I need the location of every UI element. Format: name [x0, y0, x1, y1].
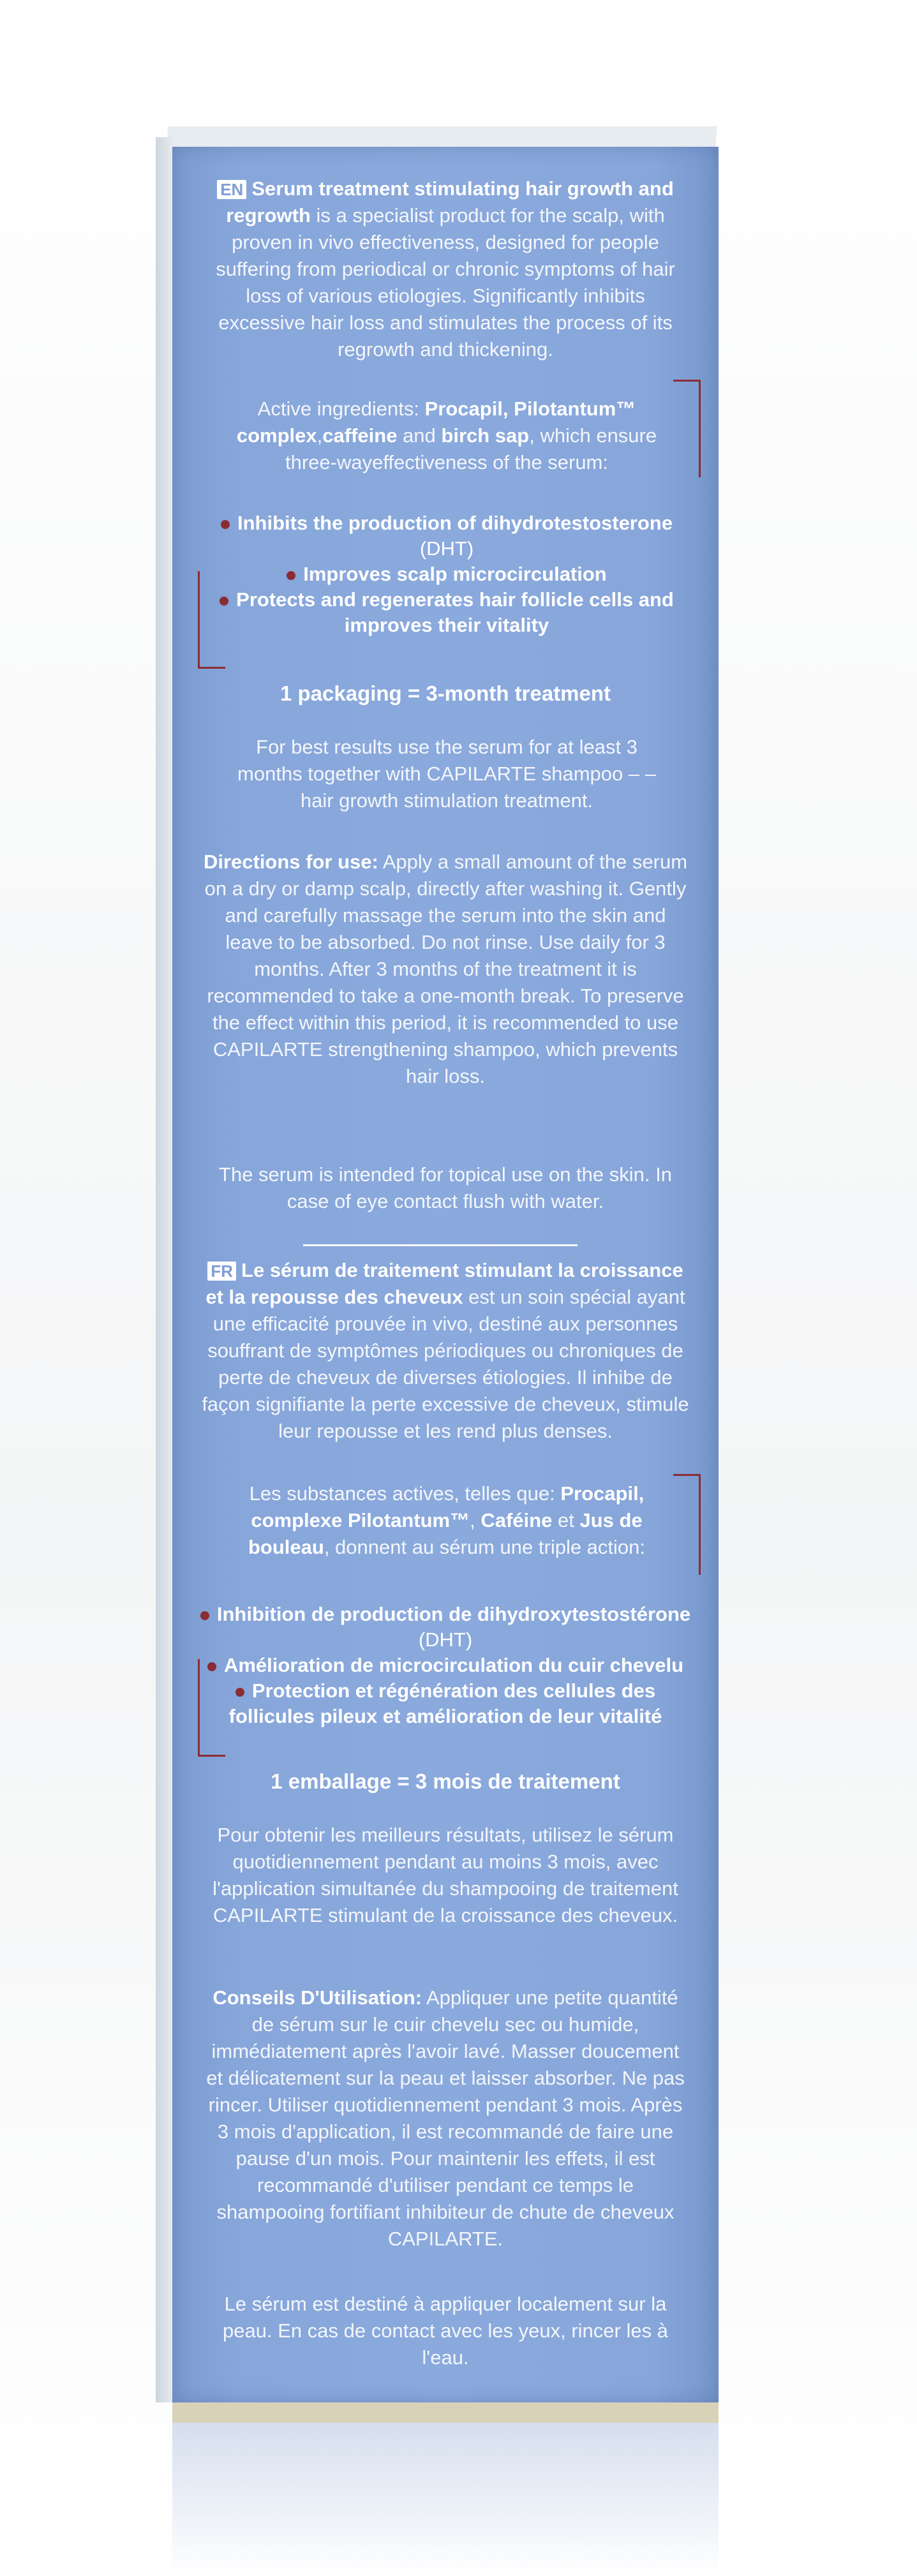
product-box-panel	[172, 147, 719, 2402]
fr-active-sep: ,	[470, 1509, 481, 1531]
en-best-results	[227, 734, 667, 814]
en-intro-title: Serum treatment stimulating hair growth and regrowth	[226, 177, 674, 227]
en-directions-text: Apply a small amount of the serum on a dry or damp scalp, directly after washing it. Gently and carefully massage the serum into the skin and leave to be absorbed. Do not rinse. Use daily for 3 months. After 3 months of the treatment it is recommended to take a one-month break. To preserve the effect within this period, it is recommended to use CAPILARTE strengthening shampoo, which prevents hair loss.	[204, 851, 688, 1087]
fr-best-results-text: Pour obtenir les meilleurs résultats, utilisez le sérum quotidiennement pendant au moins 3 mois, avec l'application simultanée du shampooing de traitement CAPILARTE stimulant de la croissance des cheveux.	[212, 1824, 678, 1926]
bullet-dot-icon	[235, 1688, 244, 1697]
fr-active-caffeine: Caféine	[481, 1509, 553, 1531]
fr-active-and: et	[552, 1509, 580, 1531]
fr-bullet-list	[198, 1602, 693, 1729]
en-active-ingredients	[223, 396, 670, 476]
en-packaging	[201, 680, 690, 708]
en-intro-text: is a specialist product for the scalp, with proven in vivo effectiveness, designed for people suffering from periodical or chronic symptoms of hair loss of various etiologies. Significantly inhibits excessive hair loss and stimulates the process of its regrowth and thickening.	[216, 204, 675, 361]
fr-bullet-1	[198, 1602, 693, 1653]
en-bullet-list	[211, 510, 683, 638]
en-bracket-top	[673, 380, 701, 477]
en-intro	[201, 175, 690, 363]
bullet-dot-icon	[200, 1611, 209, 1620]
fr-active-ingredients	[223, 1480, 670, 1561]
en-active-rest: , which ensure three-wayeffectiveness of the serum:	[285, 424, 657, 473]
bullet-dot-icon	[221, 520, 230, 529]
fr-active-procapil: Procapil, complexe Pilotantum™	[251, 1482, 645, 1531]
fr-bullet-1-suffix: (DHT)	[418, 1628, 473, 1651]
en-bullet-1	[211, 510, 683, 562]
fr-active-rest: , donnent au sérum une triple action:	[324, 1536, 646, 1558]
fr-directions-text: Appliquer une petite quantité de sérum sur le cuir chevelu sec ou humide, immédiatement après l'avoir lavé. Masser doucement et délicatement sur la peau et laisser absorber. Ne pas rincer. Utiliser quotidiennement pendant 3 mois. Après 3 mois d'application, il est recommandé de faire une pause d'un mois. Pour maintenir les effets, il est recommandé d'utiliser pendant ce temps le shampooing fortifiant inhibiteur de chute de cheveux CAPILARTE.	[206, 1986, 685, 2250]
fr-bullet-1-text: Inhibition de production de dihydroxytestostérone	[216, 1603, 691, 1625]
fr-bracket-top	[673, 1474, 701, 1575]
fr-bullet-3-text: Protection et régénération des cellules des follicules pileux et amélioration de leur vitalité	[228, 1679, 662, 1727]
surface-reflection	[172, 2423, 719, 2576]
fr-topical-text: Le sérum est destiné à appliquer localement sur la peau. En cas de contact avec les yeux, rincer les à l'eau.	[223, 2293, 668, 2369]
en-bullet-3	[211, 587, 683, 638]
fr-bullet-3	[198, 1678, 693, 1729]
box-bottom-edge	[172, 2402, 719, 2423]
fr-bracket-bottom	[198, 1659, 225, 1757]
fr-active-birch: Jus de bouleau	[248, 1509, 643, 1558]
en-bullet-2	[211, 562, 683, 587]
fr-active-lead: Les substances actives, telles que:	[249, 1482, 561, 1505]
fr-packaging	[201, 1768, 690, 1796]
en-best-results-text: For best results use the serum for at least 3 months together with CAPILARTE shampoo – – hair growth stimulation treatment.	[237, 736, 656, 812]
en-active-lead: Active ingredients:	[257, 398, 425, 420]
en-topical-text: The serum is intended for topical use on the skin. In case of eye contact flush with water.	[219, 1163, 672, 1212]
fr-bullet-2-text: Amélioration de microcirculation du cuir chevelu	[223, 1654, 684, 1676]
en-topical	[211, 1161, 680, 1215]
en-active-and: and	[397, 424, 442, 447]
en-bullet-1-text: Inhibits the production of dihydrotestosterone	[237, 512, 673, 534]
en-directions	[201, 849, 690, 1090]
bullet-dot-icon	[287, 571, 295, 580]
fr-topical	[201, 2291, 690, 2371]
fr-intro	[201, 1257, 690, 1445]
language-divider	[303, 1244, 578, 1246]
en-directions-label: Directions for use:	[203, 851, 378, 873]
fr-directions	[201, 1984, 690, 2252]
fr-intro-text: est un soin spécial ayant une efficacité prouvée in vivo, destiné aux personnes souffrant de symptômes périodiques ou chroniques de perte de cheveux de diverses étiologies. Il inhibe de façon signifiante la perte excessive de cheveux, stimule leur repousse et les rend plus denses.	[202, 1286, 689, 1442]
fr-directions-label: Conseils D'Utilisation:	[212, 1986, 422, 2009]
en-lang-tag: EN	[217, 180, 246, 199]
fr-lang-tag: FR	[207, 1262, 236, 1281]
fr-intro-title: Le sérum de traitement stimulant la croissance et la repousse des cheveux	[205, 1259, 683, 1308]
en-active-procapil: Procapil, Pilotantum™ complex	[236, 398, 636, 447]
en-active-sep: ,	[317, 424, 323, 447]
en-packaging-text: 1 packaging = 3-month treatment	[280, 681, 611, 705]
fr-best-results	[211, 1822, 680, 1929]
en-bullet-1-suffix: (DHT)	[419, 537, 474, 560]
en-active-caffeine: caffeine	[322, 424, 398, 447]
en-bracket-bottom	[198, 571, 225, 669]
fr-packaging-text: 1 emballage = 3 mois de traitement	[271, 1769, 620, 1793]
en-bullet-2-text: Improves scalp microcirculation	[303, 563, 607, 585]
fr-bullet-2	[198, 1653, 693, 1678]
en-bullet-3-text: Protects and regenerates hair follicle cells and improves their vitality	[236, 588, 674, 636]
en-active-birch: birch sap	[441, 424, 530, 447]
